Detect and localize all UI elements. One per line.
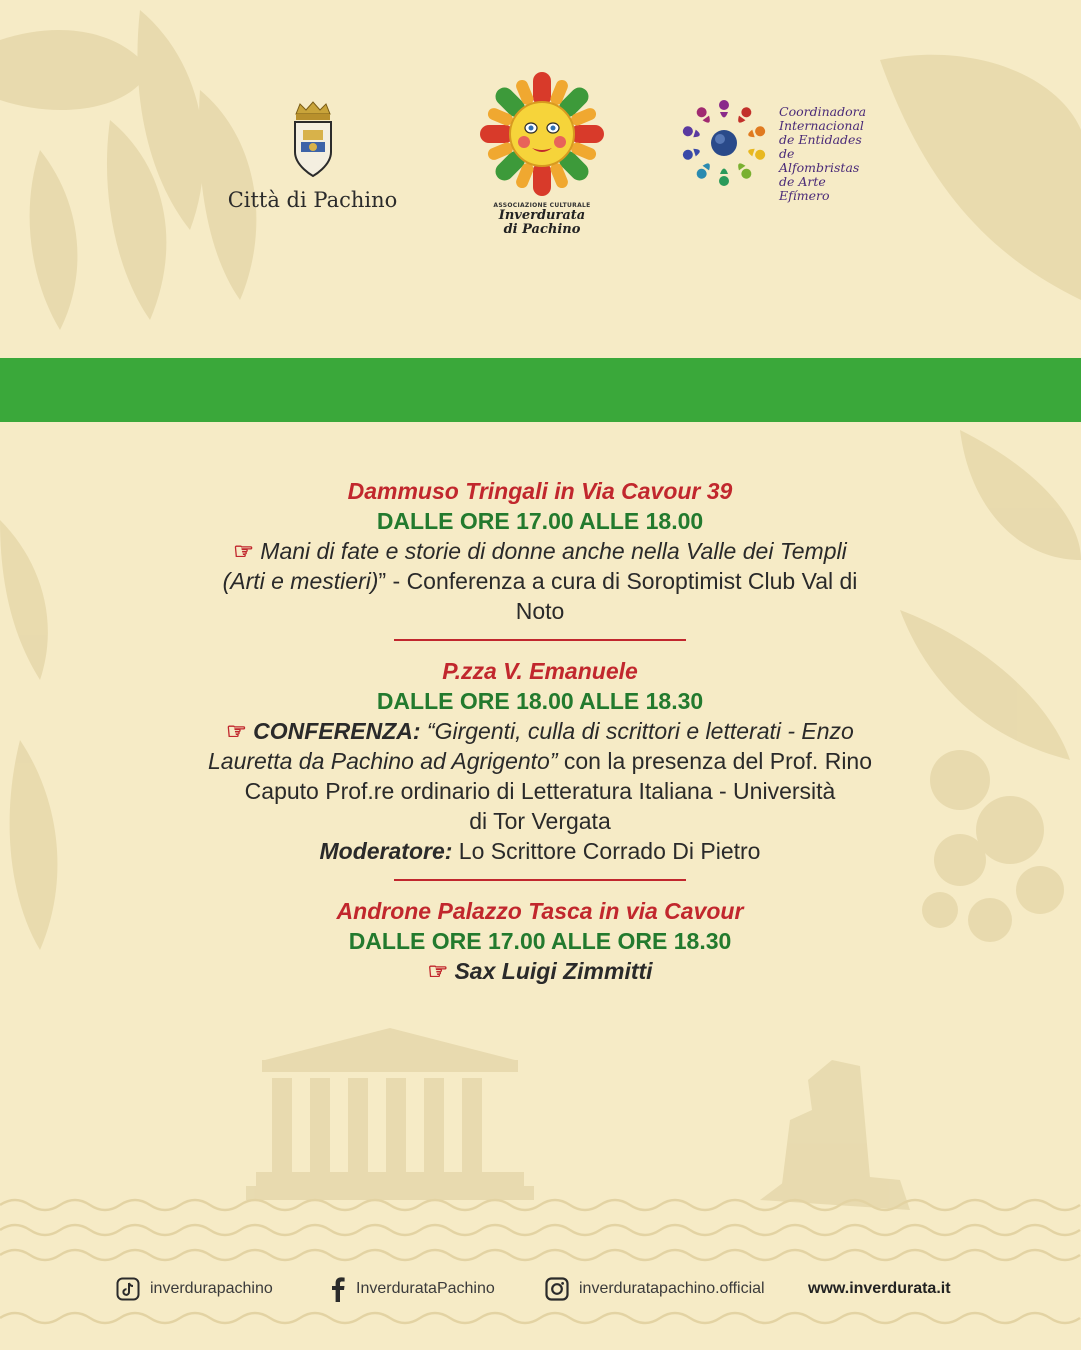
event-time: DALLE ORE 18.00 ALLE 18.30 [376,688,704,714]
footer [0,1273,1081,1305]
cieaae-line: de Arte Efímero [779,174,830,203]
instagram-icon [545,1277,569,1301]
event-moderator [150,836,930,866]
tiktok-icon [116,1277,140,1301]
event-title: Mani di fate e storie di donne anche nella Valle dei Templi [260,538,847,564]
event-time: DALLE ORE 17.00 ALLE 18.00 [376,508,704,534]
divider [394,639,686,641]
inverdurata-brand-line2: di Pachino [503,222,581,237]
event-label: CONFERENZA: [253,718,421,744]
website-link[interactable]: www.inverdurata.it [808,1280,951,1297]
logo-row [0,60,1081,260]
crest-icon [290,100,336,180]
event-description [150,566,930,596]
sun-logo-icon [475,72,609,196]
facebook-icon [330,1276,346,1302]
event-title-line [150,716,930,746]
facebook-handle: InverdurataPachino [356,1280,495,1297]
cieaae-text [779,105,879,203]
cieaae-line: de Entidades de [779,132,862,161]
event-quote-line1: “Girgenti, culla di scrittori e letterati - Enzo [426,718,854,744]
event-2 [150,656,930,866]
event-venue: Dammuso Tringali in Via Cavour 39 [347,478,733,504]
program-list [150,476,930,986]
event-title: Sax Luigi Zimmitti [454,958,653,984]
people-wheel-icon [676,95,772,191]
pachino-logo [225,100,400,212]
event-time: DALLE ORE 17.00 ALLE ORE 18.30 [348,928,732,954]
event-description-end: Noto [515,598,565,624]
event-venue: P.zza V. Emanuele [442,658,638,684]
event-quote-line2: Lauretta da Pachino ad Agrigento” [207,748,558,774]
inverdurata-logo [472,72,612,237]
event-line-3: Caputo Prof.re ordinario di Letteratura Italiana - Università [244,778,836,804]
cieaae-line: Coordinadora [779,104,867,119]
pointing-hand-icon: ☞ [233,538,254,564]
event-description-text: ” - Conferenza a cura di Soroptimist Club Val di [378,568,858,594]
cieaae-line: Internacional [779,118,864,133]
inverdurata-assoc: ASSOCIAZIONE CULTURALE [493,202,591,209]
event-1 [150,476,930,626]
event-3 [150,896,930,986]
moderator-name: Lo Scrittore Corrado Di Pietro [452,838,761,864]
event-line-4: di Tor Vergata [469,808,611,834]
event-line-2 [150,746,930,776]
instagram-handle: inverduratapachino.official [579,1280,765,1297]
event-venue: Androne Palazzo Tasca in via Cavour [336,898,744,924]
facebook-link[interactable] [330,1273,495,1305]
event-subtitle: (Arti e mestieri) [222,568,379,594]
instagram-link[interactable] [545,1273,765,1305]
event-title-line [150,956,930,986]
moderator-label: Moderatore: [319,838,453,864]
tiktok-handle: inverdurapachino [150,1280,273,1297]
divider [394,879,686,881]
pointing-hand-icon: ☞ [226,718,247,744]
pointing-hand-icon: ☞ [427,958,449,984]
inverdurata-brand-line1: Inverdurata [498,208,586,223]
event-rest-line2: con la presenza del Prof. Rino [557,748,873,774]
pachino-name: Città di Pachino [227,188,398,212]
tiktok-link[interactable] [116,1273,273,1305]
cieaae-logo [676,95,876,205]
cieaae-line: Alfombristas [779,160,860,175]
green-band [0,358,1081,422]
event-title-line [150,536,930,566]
